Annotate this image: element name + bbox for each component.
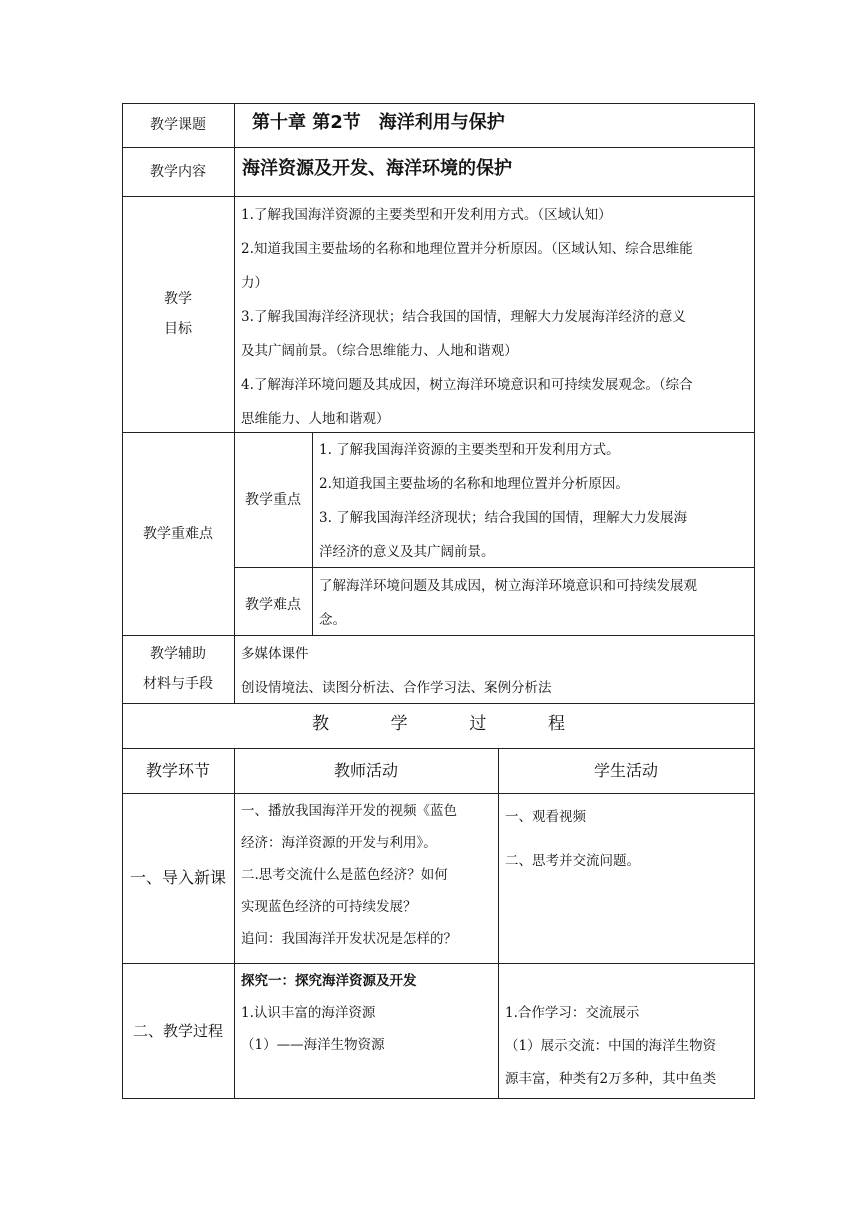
intro-teacher-line: 追问：我国海洋开发状况是怎样的？ xyxy=(241,931,457,947)
content-title: 海洋资源及开发、海洋环境的保护 xyxy=(242,158,512,179)
process-header xyxy=(122,703,755,748)
process-header-char: 程 xyxy=(547,714,565,734)
process-header-char: 教 xyxy=(312,714,329,734)
process-student-line: （1）展示交流：中国的海洋生物资 xyxy=(505,1038,717,1054)
goal-line: 2.知道我国主要盐场的名称和地理位置并分析原因。（区域认知、综合思维能 xyxy=(241,241,693,257)
process-teacher-line: （1）——海洋生物资源 xyxy=(241,1037,385,1053)
goals-label xyxy=(122,196,234,432)
content-label: 教学内容 xyxy=(150,163,206,180)
aids-label xyxy=(122,635,234,703)
goal-line: 3.了解我国海洋经济现状；结合我国的国情，理解大力发展海洋经济的意义 xyxy=(241,309,686,325)
difficulty-line: 了解海洋环境问题及其成因，树立海洋环境意识和可持续发展观 xyxy=(319,578,697,594)
difficulty-line: 念。 xyxy=(319,612,346,628)
goals-label-line2: 目标 xyxy=(164,321,192,337)
intro-teacher-line: 经济：海洋资源的开发与利用》。 xyxy=(241,835,437,851)
column-header-teacher: 教师活动 xyxy=(333,760,398,780)
process-header-char: 过 xyxy=(469,714,487,734)
process-student xyxy=(499,997,754,1096)
course-title: 第十章 第2节 海洋利用与保护 xyxy=(252,112,505,133)
aids-label-line1: 教学辅助 xyxy=(150,646,206,662)
intro-student xyxy=(499,795,754,883)
difficulty-label: 教学难点 xyxy=(245,597,301,613)
goal-line: 思维能力、人地和谐观） xyxy=(241,411,390,427)
aids-text xyxy=(235,637,754,705)
intro-student-line: 一、观看视频 xyxy=(505,809,586,825)
focus-text xyxy=(313,433,754,569)
column-header-student: 学生活动 xyxy=(593,760,658,780)
intro-student-line: 二、思考并交流问题。 xyxy=(505,853,640,869)
process-stage: 二、教学过程 xyxy=(132,1021,223,1040)
difficulty-text xyxy=(313,569,754,637)
column-header-stage: 教学环节 xyxy=(145,760,210,780)
intro-teacher-line: 实现蓝色经济的可持续发展？ xyxy=(241,899,417,915)
focus-line: 3. 了解我国海洋经济现状；结合我国的国情，理解大力发展海 xyxy=(319,510,688,526)
intro-teacher-line: 二.思考交流什么是蓝色经济？如何 xyxy=(241,867,448,883)
process-teacher xyxy=(235,965,498,1061)
goal-line: 1.了解我国海洋资源的主要类型和开发利用方式。（区域认知） xyxy=(241,207,612,223)
process-student-line: 1.合作学习：交流展示 xyxy=(505,1005,640,1021)
intro-teacher xyxy=(235,795,498,955)
aids-line: 多媒体课件 xyxy=(241,646,309,662)
table-border-bottom xyxy=(122,1098,755,1099)
table-border-right xyxy=(754,103,755,1099)
aids-label-line2: 材料与手段 xyxy=(143,676,213,692)
focus-line: 2.知道我国主要盐场的名称和地理位置并分析原因。 xyxy=(319,476,629,492)
goal-line: 力） xyxy=(241,275,268,291)
goals-label-line1: 教学 xyxy=(164,291,192,307)
focus-line: 洋经济的意义及其广阔前景。 xyxy=(319,544,495,560)
process-teacher-heading: 探究一：探究海洋资源及开发 xyxy=(241,973,417,989)
process-teacher-line: 1.认识丰富的海洋资源 xyxy=(241,1005,376,1021)
focus-label: 教学重点 xyxy=(245,491,301,508)
process-student-line: 源丰富，种类有2万多种，其中鱼类 xyxy=(505,1071,717,1087)
keypoints-label: 教学重难点 xyxy=(143,525,213,542)
goal-line: 及其广阔前景。（综合思维能力、人地和谐观） xyxy=(241,343,518,359)
intro-teacher-line: 一、播放我国海洋开发的视频《蓝色 xyxy=(241,803,457,819)
course-label: 教学课题 xyxy=(150,117,206,133)
goal-line: 4.了解海洋环境问题及其成因，树立海洋环境意识和可持续发展观念。（综合 xyxy=(241,377,693,393)
aids-line: 创设情境法、读图分析法、合作学习法、案例分析法 xyxy=(241,680,552,696)
process-header-char: 学 xyxy=(390,714,408,734)
intro-stage: 一、导入新课 xyxy=(129,868,226,887)
goals-text xyxy=(235,198,754,436)
focus-line: 1. 了解我国海洋资源的主要类型和开发利用方式。 xyxy=(319,442,620,458)
